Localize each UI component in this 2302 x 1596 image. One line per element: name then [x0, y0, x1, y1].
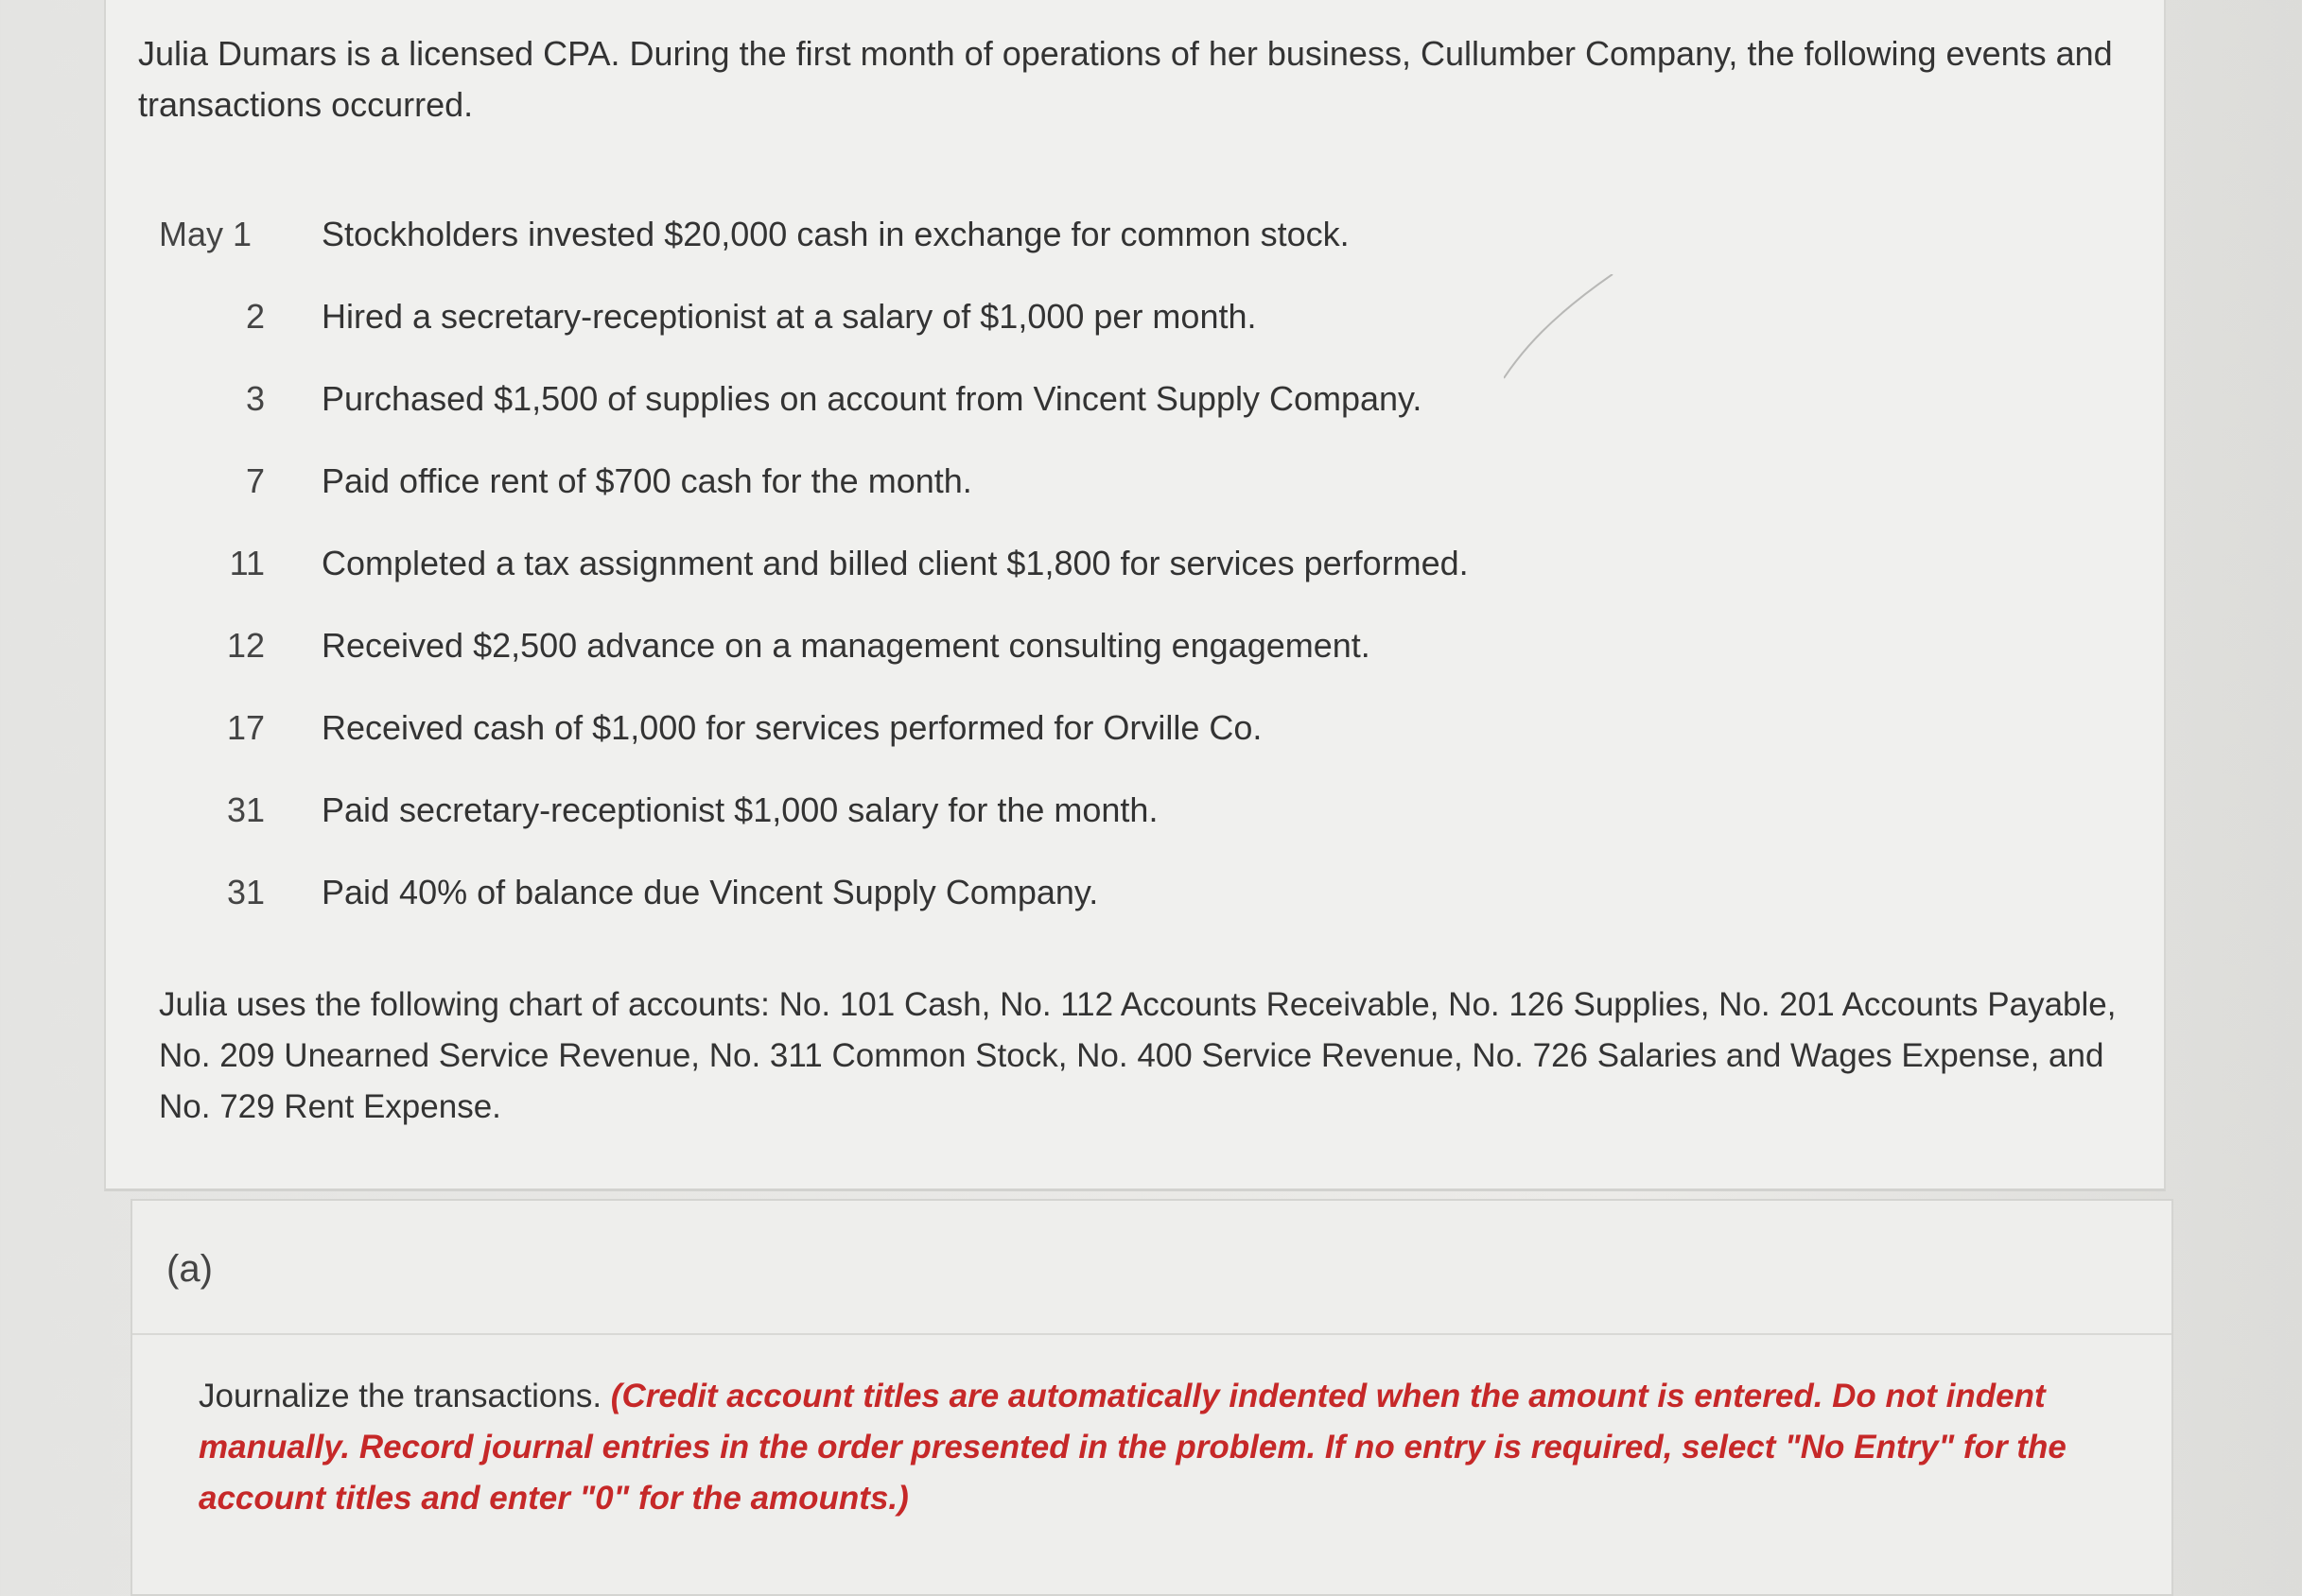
transaction-description: Purchased $1,500 of supplies on account from Vincent Supply Company. [322, 378, 1422, 418]
problem-intro: Julia Dumars is a licensed CPA. During the first month of operations of her business, Cullumber Company, the following events and transactions occurred. [138, 34, 2113, 124]
transaction-description: Hired a secretary-receptionist at a salary of $1,000 per month. [322, 296, 1257, 336]
transaction-row [151, 686, 1759, 769]
transaction-description: Paid 40% of balance due Vincent Supply Company. [322, 872, 1099, 911]
transaction-date: 11 [229, 543, 265, 582]
pen-stroke-mark [1504, 274, 1617, 388]
chart-of-accounts-note: Julia uses the following chart of accounts: No. 101 Cash, No. 112 Accounts Receivable, No. 126 Supplies, No. 201 Accounts Payable, No. 209 Unearned Service Revenue, No. 311 Common Stock, No. 400 Service Revenue, No. 726 Salaries and Wages Expense, and No. 729 Rent Expense. [159, 986, 2117, 1125]
transaction-description: Paid office rent of $700 cash for the month. [322, 460, 972, 500]
transaction-row [151, 193, 1759, 275]
transaction-date: 31 [226, 872, 265, 911]
transaction-row [151, 522, 1759, 604]
transaction-row [151, 851, 1759, 933]
instruction-note: (Credit account titles are automatically indented when the amount is entered. Do not indent manually. Record journal entries in the order presented in the problem. If no entry is required, select "No Entry" for the account titles and enter "0" for the amounts.) [199, 1378, 2067, 1517]
transaction-date: 7 [245, 460, 265, 500]
transaction-date: 31 [226, 789, 265, 829]
part-a-panel [131, 1199, 2173, 1596]
transaction-row [151, 769, 1759, 851]
transaction-date: 12 [226, 625, 265, 665]
transaction-date: 17 [226, 707, 265, 747]
transaction-date: 3 [245, 378, 265, 418]
transaction-description: Completed a tax assignment and billed client $1,800 for services performed. [322, 543, 1469, 582]
transaction-description: Received cash of $1,000 for services performed for Orville Co. [322, 707, 1263, 747]
transaction-row [151, 440, 1759, 522]
part-a-instructions [199, 1371, 2147, 1524]
transaction-date: May 1 [159, 214, 253, 253]
transaction-date: 2 [245, 296, 265, 336]
transaction-row [151, 604, 1759, 686]
part-a-header [132, 1201, 2171, 1335]
transaction-description: Stockholders invested $20,000 cash in exchange for common stock. [322, 214, 1350, 253]
transaction-description: Paid secretary-receptionist $1,000 salary for the month. [322, 789, 1159, 829]
instruction-lead: Journalize the transactions. [199, 1378, 611, 1414]
transaction-description: Received $2,500 advance on a management consulting engagement. [322, 625, 1370, 665]
part-a-label: (a) [166, 1248, 213, 1290]
